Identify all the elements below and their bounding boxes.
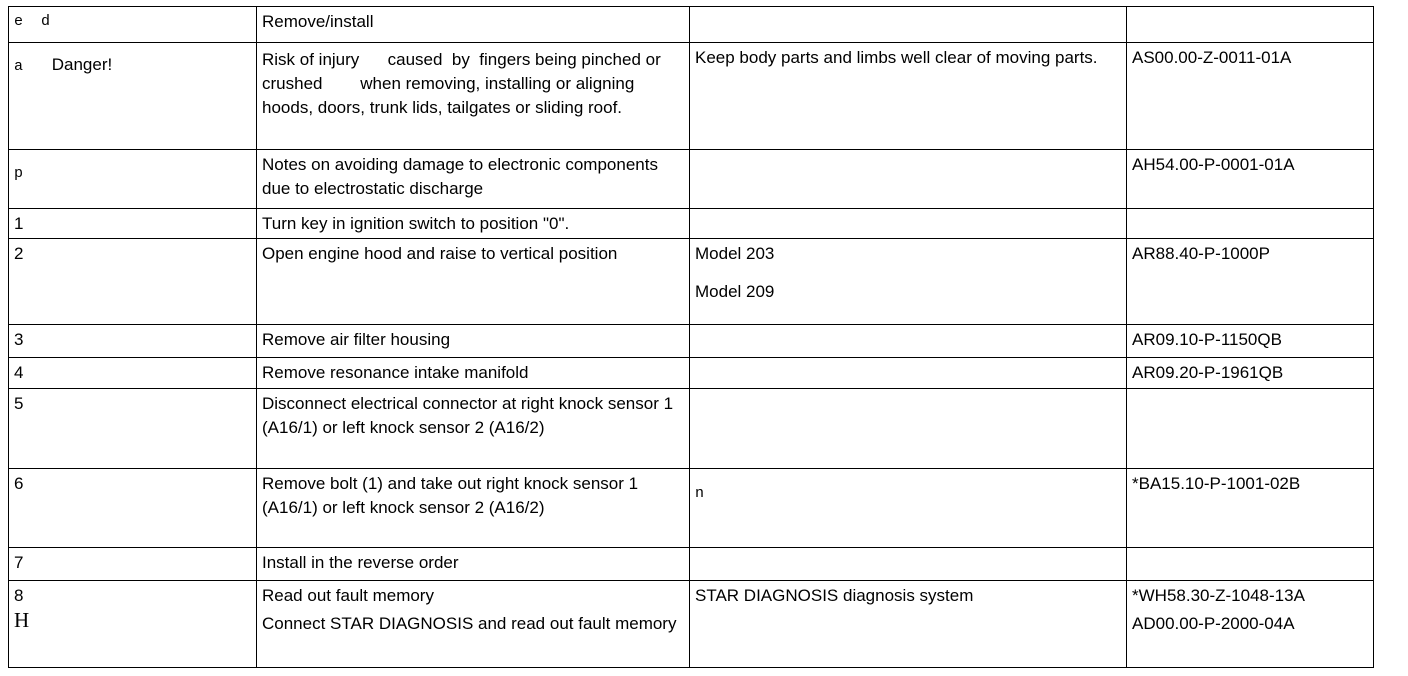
model-label: Model 209 — [695, 282, 775, 301]
model-label: Model 203 — [695, 244, 775, 263]
spacer — [695, 266, 1121, 280]
step-number: 3 — [9, 325, 257, 358]
step-cell — [257, 581, 690, 668]
note-cell — [690, 358, 1127, 389]
note-cell — [690, 325, 1127, 358]
step-number: 2 — [9, 239, 257, 325]
procedure-table — [8, 6, 1374, 668]
illustration-icon: n — [695, 485, 705, 502]
note-cell — [690, 150, 1127, 209]
table-row — [9, 209, 1374, 239]
step-cell: Turn key in ignition switch to position "0". — [257, 209, 690, 239]
reference-link[interactable]: *WH58.30-Z-1048-13A — [1132, 586, 1305, 605]
symbol-cell: e d — [9, 7, 257, 43]
symbol-cell — [9, 43, 257, 150]
step-number: 4 — [9, 358, 257, 389]
esd-icon: p — [14, 165, 24, 182]
note-cell — [690, 7, 1127, 43]
note-cell — [690, 469, 1127, 548]
step-number — [9, 581, 257, 668]
note-cell — [690, 548, 1127, 581]
reference-link[interactable]: AR09.10-P-1150QB — [1127, 325, 1374, 358]
step-cell: Remove air filter housing — [257, 325, 690, 358]
table-row — [9, 469, 1374, 548]
step-number: 7 — [9, 548, 257, 581]
step-number: 1 — [9, 209, 257, 239]
note-cell — [690, 209, 1127, 239]
step-cell: Remove bolt (1) and take out right knock sensor 1 (A16/1) or left knock sensor 2 (A16/2) — [257, 469, 690, 548]
step-text: Connect STAR DIAGNOSIS and read out fault memory — [262, 614, 677, 633]
step-number-label: 8 — [14, 586, 24, 605]
table-row — [9, 389, 1374, 469]
note-cell — [690, 389, 1127, 469]
symbol-cell — [9, 150, 257, 209]
table-row — [9, 581, 1374, 668]
step-cell: Remove resonance intake manifold — [257, 358, 690, 389]
step-cell: Install in the reverse order — [257, 548, 690, 581]
table-row — [9, 239, 1374, 325]
step-cell: Risk of injury caused by fingers being pinched or crushed when removing, installing or aligning hoods, doors, trunk lids, tailgates or sliding roof. — [257, 43, 690, 150]
note-cell: STAR DIAGNOSIS diagnosis system — [690, 581, 1127, 668]
reference-link[interactable]: AR88.40-P-1000P — [1127, 239, 1374, 325]
step-number: 6 — [9, 469, 257, 548]
table-row — [9, 43, 1374, 150]
step-cell: Remove/install — [257, 7, 690, 43]
reference-cell — [1127, 581, 1374, 668]
table-row — [9, 150, 1374, 209]
reference-cell — [1127, 7, 1374, 43]
reference-link[interactable]: AS00.00-Z-0011-01A — [1127, 43, 1374, 150]
note-cell: Keep body parts and limbs well clear of moving parts. — [690, 43, 1127, 150]
step-cell: Notes on avoiding damage to electronic components due to electrostatic discharge — [257, 150, 690, 209]
step-number: 5 — [9, 389, 257, 469]
reference-cell — [1127, 209, 1374, 239]
step-text: Read out fault memory — [262, 586, 434, 605]
note-cell — [690, 239, 1127, 325]
reference-cell — [1127, 548, 1374, 581]
table-row — [9, 7, 1374, 43]
reference-link[interactable]: AR09.20-P-1961QB — [1127, 358, 1374, 389]
table-row — [9, 548, 1374, 581]
table-row — [9, 358, 1374, 389]
reference-link[interactable]: AD00.00-P-2000-04A — [1132, 614, 1295, 633]
danger-icon: a — [14, 58, 24, 75]
reference-link[interactable]: *BA15.10-P-1001-02B — [1127, 469, 1374, 548]
table-row — [9, 325, 1374, 358]
step-cell: Open engine hood and raise to vertical position — [257, 239, 690, 325]
step-cell: Disconnect electrical connector at right knock sensor 1 (A16/1) or left knock sensor 2 (A16/2) — [257, 389, 690, 469]
reference-cell — [1127, 389, 1374, 469]
reference-link[interactable]: AH54.00-P-0001-01A — [1127, 150, 1374, 209]
hint-icon: H — [14, 608, 30, 632]
danger-label: Danger! — [51, 55, 113, 74]
